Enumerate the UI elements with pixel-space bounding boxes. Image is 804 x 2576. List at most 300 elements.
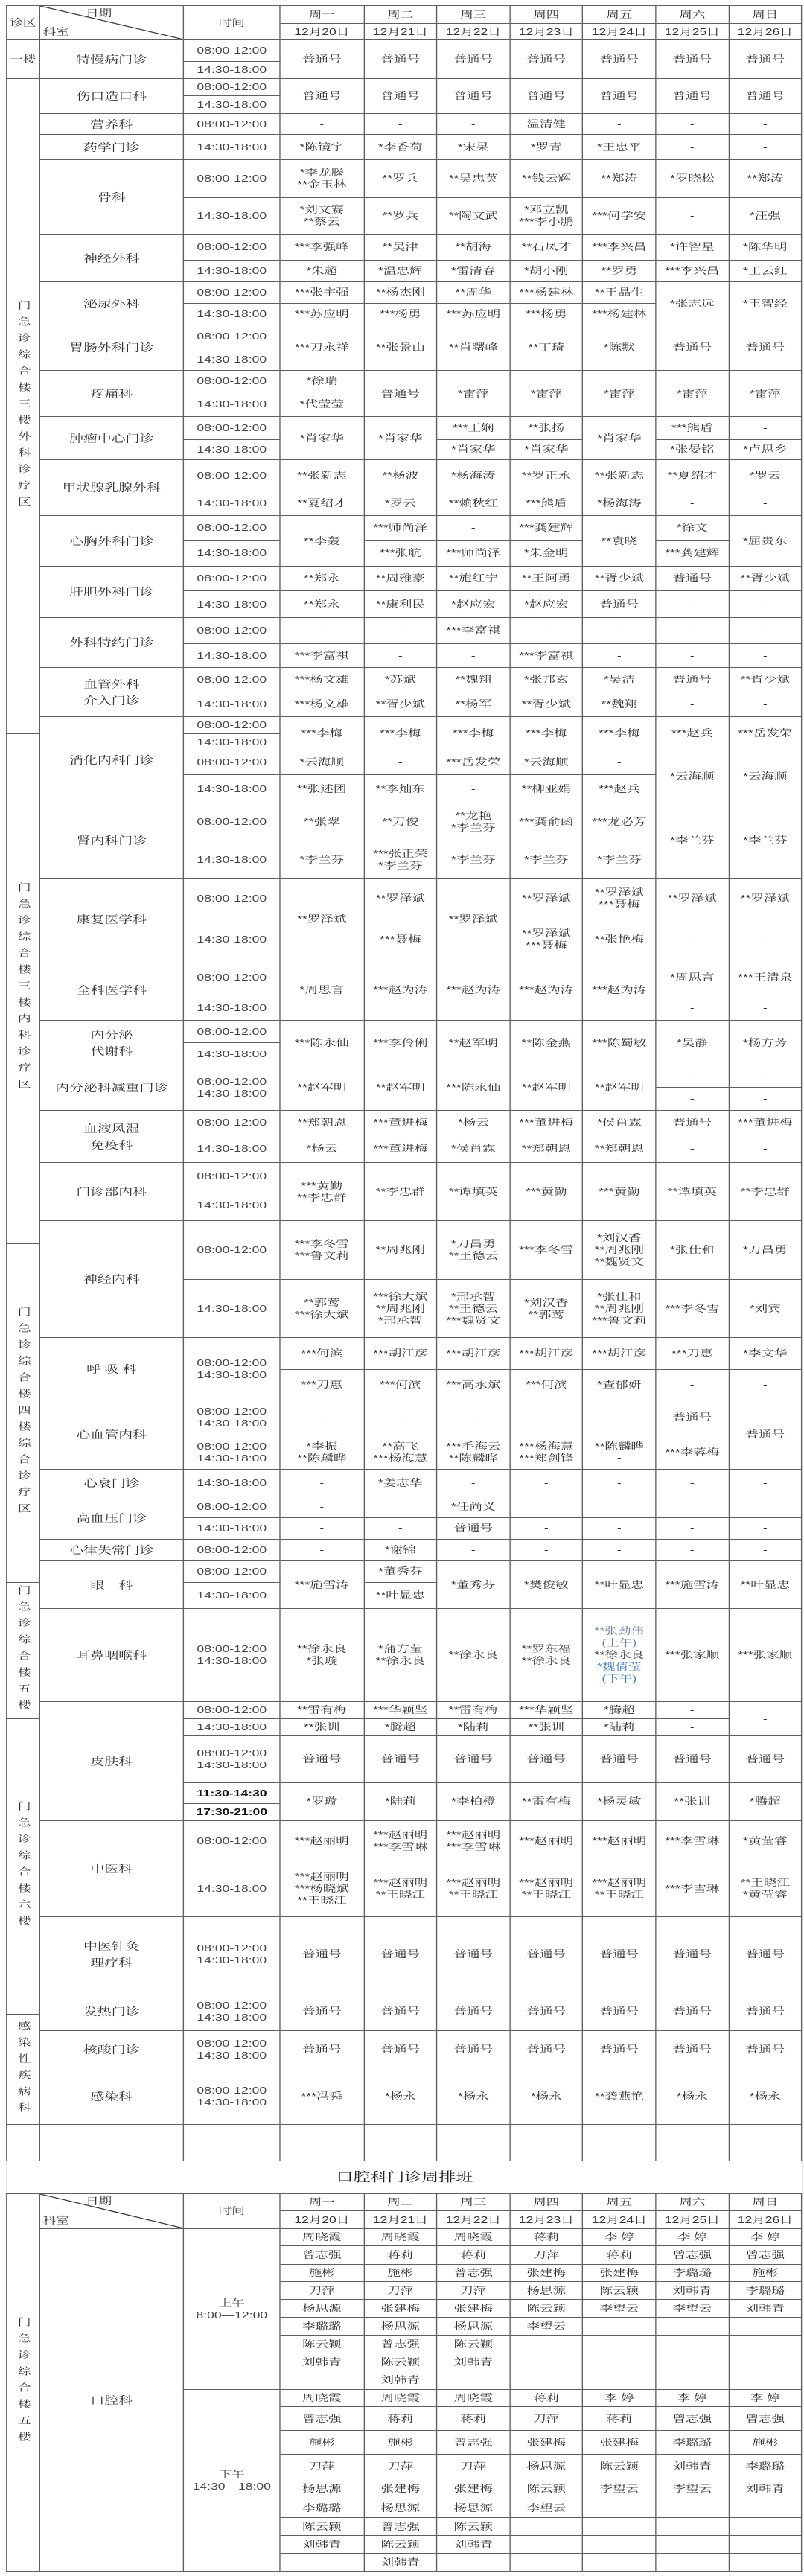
- department-cell: 感染科: [39, 2068, 184, 2125]
- time-slot-cell: 14:30-18:00: [184, 440, 280, 460]
- schedule-cell: -: [656, 491, 729, 516]
- schedule-cell: 普通号: [280, 79, 364, 114]
- schedule-cell: 刘韩青: [364, 2371, 437, 2390]
- schedule-cell: *李兰芬: [729, 803, 802, 879]
- schedule-cell: -: [656, 692, 729, 717]
- schedule-cell: 普通号: [656, 1992, 729, 2031]
- schedule-cell: 周晓霞: [280, 2390, 364, 2407]
- schedule-cell: [729, 1496, 802, 1518]
- schedule-cell: *陈默: [583, 325, 656, 371]
- schedule-cell: ***胡江彦: [583, 1338, 656, 1370]
- schedule-cell: [583, 2518, 656, 2536]
- schedule-cell: 普通号: [510, 1992, 583, 2031]
- schedule-cell: -: [583, 1470, 656, 1496]
- schedule-cell: ***赵为涛: [364, 960, 437, 1021]
- department-cell: 康复医学科: [39, 879, 184, 960]
- schedule-cell: ***杨文雄: [280, 668, 364, 692]
- department-cell: 伤口造口科: [39, 79, 184, 114]
- schedule-row: [7, 1821, 802, 1861]
- schedule-cell: **张述团: [280, 775, 364, 803]
- schedule-cell: [729, 2499, 802, 2518]
- schedule-cell: 普通号: [364, 1917, 437, 1992]
- schedule-cell: -: [583, 1518, 656, 1540]
- schedule-cell: ***李蓉梅: [656, 1435, 729, 1470]
- schedule-cell: -: [729, 114, 802, 135]
- time-slot-cell: 14:30-18:00: [184, 692, 280, 717]
- schedule-cell: 普通号: [656, 1111, 729, 1135]
- schedule-cell: 刘韩青: [656, 2282, 729, 2300]
- schedule-cell: ***熊盾: [656, 417, 729, 440]
- time-slot-cell: 14:30-18:00: [184, 62, 280, 79]
- schedule-cell: 普通号: [364, 1736, 437, 1783]
- oral-schedule-table: [6, 2193, 802, 2572]
- schedule-cell: *陈华明: [729, 235, 802, 261]
- schedule-cell: ***刀永祥: [280, 325, 364, 371]
- schedule-cell: ***李伶俐: [364, 1021, 437, 1065]
- schedule-cell: 周晓霞: [364, 2229, 437, 2246]
- schedule-cell: **杨杰刚: [364, 282, 437, 304]
- schedule-cell: **陈金燕: [510, 1021, 583, 1065]
- time-slot-cell: 08:00-12:00: [184, 750, 280, 775]
- schedule-cell: *董秀芬: [364, 1561, 437, 1583]
- schedule-cell: *陆莉: [437, 1719, 510, 1736]
- schedule-cell: 蒋莉: [510, 2229, 583, 2246]
- schedule-cell: **张新志: [280, 460, 364, 491]
- schedule-cell: 周晓霞: [437, 2229, 510, 2246]
- schedule-cell: **夏绍才: [656, 460, 729, 491]
- department-cell: 肿瘤中心门诊: [39, 417, 184, 460]
- weekday-header: 周二: [364, 2194, 437, 2211]
- schedule-cell: ***赵丽明 ***李雪琳: [437, 1821, 510, 1861]
- weekday-header: 周三: [437, 6, 510, 24]
- schedule-row: [7, 1917, 802, 1992]
- department-cell: 消化内科门诊: [39, 717, 184, 803]
- schedule-cell: *肖家华: [280, 417, 364, 460]
- schedule-cell: 普通号: [583, 1917, 656, 1992]
- schedule-cell: -: [729, 135, 802, 160]
- time-slot-cell: 08:00-12:00: [184, 1702, 280, 1719]
- schedule-cell: *周思言: [656, 960, 729, 995]
- time-slot-cell: 08:00-12:00: [184, 160, 280, 198]
- time-slot-cell: 08:00-12:00: [184, 40, 280, 62]
- schedule-cell: ***聂梅: [364, 919, 437, 960]
- schedule-cell: *樊俊敏: [510, 1561, 583, 1609]
- schedule-cell: 普通号: [583, 79, 656, 114]
- department-cell: 神经内科: [39, 1221, 184, 1338]
- schedule-cell: *任尚义: [437, 1496, 510, 1518]
- schedule-cell: **叶显忠: [729, 1561, 802, 1609]
- schedule-cell: ***赵兵: [656, 717, 729, 750]
- schedule-cell: 李望云: [510, 2318, 583, 2336]
- schedule-cell: **魏翔: [583, 692, 656, 717]
- time-slot-cell: 14:30-18:00: [184, 591, 280, 618]
- department-cell: 外科特约门诊: [39, 618, 184, 668]
- schedule-cell: [437, 2554, 510, 2572]
- schedule-row: [7, 40, 802, 62]
- schedule-cell: [729, 2536, 802, 2554]
- schedule-cell: ***赵丽明 **王晓江: [437, 1861, 510, 1917]
- schedule-cell: [729, 2554, 802, 2572]
- schedule-cell: **胥少斌: [729, 567, 802, 591]
- schedule-cell: 普通号: [280, 2031, 364, 2068]
- department-label: 科室: [42, 2215, 69, 2226]
- schedule-cell: *邓立凯 ***李小鹏: [510, 198, 583, 235]
- schedule-cell: *刀昌勇 **王德云: [437, 1221, 510, 1280]
- weekday-header: 周六: [656, 6, 729, 24]
- schedule-cell: 普通号: [656, 79, 729, 114]
- schedule-cell: *吴洁: [583, 668, 656, 692]
- schedule-cell: 施彬: [729, 2431, 802, 2455]
- date-header: 12月21日: [364, 24, 437, 40]
- schedule-cell: 杨思源: [437, 2318, 510, 2336]
- schedule-cell: 温清健: [510, 114, 583, 135]
- weekday-header: 周四: [510, 6, 583, 24]
- schedule-cell: *苏斌: [364, 668, 437, 692]
- schedule-cell: ***华颖坚: [510, 1702, 583, 1719]
- schedule-cell: **郑朝恩: [510, 1135, 583, 1163]
- schedule-cell: -: [437, 114, 510, 135]
- schedule-cell: -: [656, 1135, 729, 1163]
- time-slot-cell: 08:00-12:00: [184, 516, 280, 541]
- schedule-cell: 普通号: [437, 1736, 510, 1783]
- schedule-cell: -: [656, 618, 729, 644]
- schedule-cell: **赵军明: [280, 1065, 364, 1111]
- schedule-cell: **雷有梅: [280, 1702, 364, 1719]
- time-header: 时间: [184, 2194, 280, 2229]
- schedule-cell: **周兆刚: [364, 1221, 437, 1280]
- schedule-cell: **叶显忠: [583, 1561, 656, 1609]
- department-cell: [39, 2125, 184, 2161]
- schedule-cell: [656, 2353, 729, 2371]
- schedule-cell: 普通号: [583, 591, 656, 618]
- schedule-cell: [729, 2353, 802, 2371]
- schedule-cell: 普通号: [364, 79, 437, 114]
- schedule-cell: 陈云颖: [280, 2518, 364, 2536]
- schedule-cell: 普通号: [729, 1992, 802, 2031]
- time-slot-cell: 08:00-12:00: [184, 668, 280, 692]
- schedule-cell: ***董进梅: [364, 1135, 437, 1163]
- schedule-row: [7, 618, 802, 644]
- time-slot-cell: 08:00-12:00 14:30-18:00: [184, 2031, 280, 2068]
- schedule-cell: *张仕和 **周兆刚 ***鲁文莉: [583, 1280, 656, 1338]
- schedule-cell: 张建梅: [510, 2431, 583, 2455]
- schedule-cell: -: [437, 644, 510, 668]
- department-cell: 特慢病门诊: [39, 40, 184, 79]
- schedule-cell: -: [583, 750, 656, 775]
- weekday-header: 周五: [583, 2194, 656, 2211]
- time-header: 时间: [184, 6, 280, 40]
- schedule-cell: -: [656, 1719, 729, 1736]
- time-slot-cell: 08:00-12:00: [184, 960, 280, 995]
- schedule-cell: **罗泽斌 ***聂梅: [510, 919, 583, 960]
- schedule-cell: **袁晓: [583, 516, 656, 567]
- schedule-cell: **罗泽斌: [364, 879, 437, 919]
- schedule-cell: **丁琦: [510, 325, 583, 371]
- schedule-cell: *姜志华: [364, 1470, 437, 1496]
- schedule-cell: *汪强: [729, 198, 802, 235]
- schedule-cell: 周晓霞: [364, 2390, 437, 2407]
- schedule-cell: ***何滨: [280, 1338, 364, 1370]
- schedule-cell: **雷有梅: [510, 1783, 583, 1821]
- schedule-cell: -: [656, 1470, 729, 1496]
- schedule-row: [7, 567, 802, 591]
- time-slot-cell: 14:30-18:00: [184, 775, 280, 803]
- schedule-cell: *赵应宏: [437, 591, 510, 618]
- schedule-cell: 普通号: [729, 325, 802, 371]
- time-slot-cell: 14:30-18:00: [184, 734, 280, 750]
- schedule-cell: **郑涛: [729, 160, 802, 198]
- time-slot-cell: 14:30-18:00: [184, 135, 280, 160]
- schedule-cell: -: [656, 919, 729, 960]
- schedule-cell: 普通号: [583, 2031, 656, 2068]
- schedule-cell: **陶文武: [437, 198, 510, 235]
- schedule-cell: **龙艳 *李兰芬: [437, 803, 510, 841]
- schedule-cell: *杨永: [729, 2068, 802, 2125]
- time-slot-cell: 14:30-18:00: [184, 644, 280, 668]
- schedule-row: [7, 1496, 802, 1518]
- date-header: 12月25日: [656, 24, 729, 40]
- schedule-cell: 曾志强: [437, 2265, 510, 2282]
- schedule-cell: 普通号: [656, 1400, 729, 1435]
- schedule-cell: -: [437, 1400, 510, 1435]
- schedule-cell: **张扬: [510, 417, 583, 440]
- schedule-cell: 曾志强: [437, 2431, 510, 2455]
- schedule-cell: -: [729, 1518, 802, 1540]
- schedule-cell: *雷萍: [510, 371, 583, 417]
- schedule-cell: **罗东福 **徐永良: [510, 1609, 583, 1702]
- schedule-cell: ***赵为涛: [510, 960, 583, 1021]
- schedule-cell: *李文华: [729, 1338, 802, 1370]
- schedule-cell: 李 婷: [583, 2390, 656, 2407]
- schedule-cell: ***张家顺: [656, 1609, 729, 1702]
- department-cell: 疼痛科: [39, 371, 184, 417]
- time-slot-cell: 08:00-12:00: [184, 460, 280, 491]
- schedule-cell: 普通号: [280, 1736, 364, 1783]
- schedule-cell: 李 婷: [656, 2390, 729, 2407]
- schedule-cell: 蒋莉: [364, 2407, 437, 2431]
- schedule-cell: **夏绍才: [280, 491, 364, 516]
- schedule-cell: ***苏应明: [437, 304, 510, 325]
- schedule-cell: *许智星: [656, 235, 729, 261]
- schedule-line: *魏倩莹: [597, 1661, 642, 1672]
- department-label: 科室: [42, 26, 69, 37]
- schedule-cell: -: [656, 198, 729, 235]
- schedule-cell: *雷萍: [437, 371, 510, 417]
- schedule-row: [7, 1540, 802, 1561]
- schedule-cell: 普通号: [656, 1736, 729, 1783]
- schedule-cell: 普通号: [364, 371, 437, 417]
- schedule-cell: *徐文: [656, 516, 729, 541]
- schedule-cell: *罗青: [510, 135, 583, 160]
- schedule-cell: -: [364, 644, 437, 668]
- schedule-cell: *云海顺: [510, 750, 583, 775]
- schedule-cell: ***胡江彦: [364, 1338, 437, 1370]
- schedule-cell: ***李梅: [280, 717, 364, 750]
- schedule-cell: 施彬: [364, 2265, 437, 2282]
- schedule-cell: ***杨文雄: [280, 692, 364, 717]
- weekday-header: 周五: [583, 6, 656, 24]
- schedule-cell: 杨思源: [510, 2282, 583, 2300]
- schedule-cell: [656, 2371, 729, 2390]
- schedule-cell: 普通号: [656, 567, 729, 591]
- schedule-cell: -: [656, 591, 729, 618]
- schedule-cell: **胥少斌: [729, 668, 802, 692]
- schedule-cell: ***赵丽明 ***李雪琳: [364, 1821, 437, 1861]
- schedule-cell: *王云红: [729, 261, 802, 282]
- schedule-cell: 陈云颖: [364, 2536, 437, 2554]
- header-row: [7, 6, 802, 24]
- schedule-row: [7, 2068, 802, 2125]
- schedule-cell: *杨云: [437, 1111, 510, 1135]
- schedule-cell: 张建梅: [510, 2265, 583, 2282]
- schedule-cell: *云海顺: [729, 750, 802, 803]
- schedule-row: [7, 1163, 802, 1190]
- schedule-cell: 施彬: [280, 2265, 364, 2282]
- schedule-cell: **罗勇: [583, 261, 656, 282]
- schedule-cell: [510, 1400, 583, 1435]
- schedule-cell: *谢锦: [364, 1540, 437, 1561]
- schedule-cell: 杨思源: [280, 2300, 364, 2318]
- schedule-cell: *刘文赛 **蔡云: [280, 198, 364, 235]
- schedule-row: [7, 1609, 802, 1702]
- schedule-cell: -: [729, 1370, 802, 1400]
- schedule-cell: [510, 2518, 583, 2536]
- department-cell: 高血压门诊: [39, 1496, 184, 1540]
- schedule-cell: 蒋莉: [583, 2407, 656, 2431]
- schedule-cell: 张建梅: [437, 2478, 510, 2499]
- schedule-cell: **李忠群: [729, 1163, 802, 1221]
- schedule-row: [7, 1702, 802, 1719]
- zone-header: 诊区: [7, 6, 39, 40]
- time-slot-cell: 14:30-18:00: [184, 198, 280, 235]
- schedule-cell: 普通号: [280, 40, 364, 79]
- schedule-row: [7, 417, 802, 440]
- schedule-cell: [510, 1496, 583, 1518]
- schedule-row: [7, 717, 802, 734]
- date-header: 12月20日: [280, 24, 364, 40]
- department-cell: 胃肠外科门诊: [39, 325, 184, 371]
- schedule-cell: ***华颖坚: [364, 1702, 437, 1719]
- schedule-cell: -: [280, 618, 364, 644]
- schedule-cell: ***杨海慧 ***郑剑锋: [510, 1435, 583, 1470]
- time-slot-cell: 14:30-18:00: [184, 1861, 280, 1917]
- schedule-cell: 曾志强: [280, 2246, 364, 2265]
- schedule-cell: *周思言: [280, 960, 364, 1021]
- time-slot-cell: 08:00-12:00: [184, 1221, 280, 1280]
- schedule-cell: *杨海涛: [437, 460, 510, 491]
- schedule-cell: 普通号: [729, 1736, 802, 1783]
- schedule-cell: -: [729, 1065, 802, 1088]
- schedule-cell: ***赵为涛: [437, 960, 510, 1021]
- date-department-header: [39, 2194, 184, 2229]
- schedule-cell: [729, 2125, 802, 2161]
- schedule-cell: 陈云颖: [583, 2455, 656, 2478]
- schedule-cell: 刘韩青: [280, 2536, 364, 2554]
- schedule-cell: *肖家华: [437, 440, 510, 460]
- schedule-cell: ***李富祺: [280, 644, 364, 668]
- department-cell: 口腔科: [39, 2229, 184, 2572]
- schedule-cell: 普通号: [364, 2031, 437, 2068]
- schedule-cell: *王智经: [729, 282, 802, 325]
- schedule-cell: [583, 1496, 656, 1518]
- schedule-cell: *李兰芬: [510, 841, 583, 879]
- time-slot-cell: 08:00-12:00: [184, 567, 280, 591]
- schedule-cell: **郭莺 ***徐大斌: [280, 1280, 364, 1338]
- schedule-cell: [656, 2499, 729, 2518]
- schedule-cell: *陆莉: [364, 1783, 437, 1821]
- schedule-cell: 普通号: [510, 2031, 583, 2068]
- schedule-row: [7, 135, 802, 160]
- schedule-cell: ***杨勇: [510, 304, 583, 325]
- time-slot-cell: 14:30-18:00: [184, 541, 280, 567]
- zone-cell: 门急诊综合楼五楼: [7, 1583, 39, 1719]
- schedule-cell: ***王娴: [437, 417, 510, 440]
- schedule-cell: [583, 1609, 656, 1702]
- schedule-cell: **张训: [656, 1783, 729, 1821]
- schedule-cell: ***师尚泽: [364, 516, 437, 541]
- time-slot-cell: 上午 8:00—12:00: [184, 2229, 280, 2390]
- schedule-cell: *陆莉: [583, 1719, 656, 1736]
- schedule-cell: **叶显忠: [364, 1583, 437, 1609]
- schedule-cell: **张训: [510, 1719, 583, 1736]
- schedule-cell: 李望云: [510, 2499, 583, 2518]
- schedule-cell: 普通号: [729, 2031, 802, 2068]
- schedule-cell: ***李雪琳: [656, 1861, 729, 1917]
- schedule-cell: ***岳发荣: [729, 717, 802, 750]
- schedule-cell: [364, 2125, 437, 2161]
- schedule-cell: [656, 2518, 729, 2536]
- schedule-cell: *黄莹睿: [729, 1821, 802, 1861]
- schedule-cell: 普通号: [510, 79, 583, 114]
- schedule-cell: 刘韩青: [437, 2353, 510, 2371]
- schedule-cell: ***赵兵: [583, 775, 656, 803]
- schedule-cell: 周晓霞: [280, 2229, 364, 2246]
- schedule-cell: 李 婷: [729, 2229, 802, 2246]
- schedule-cell: 普通号: [583, 40, 656, 79]
- schedule-cell: *李龙滕 **金玉林: [280, 160, 364, 198]
- schedule-cell: *张晏铭: [656, 440, 729, 460]
- schedule-cell: ***陈永仙: [280, 1021, 364, 1065]
- schedule-cell: -: [510, 618, 583, 644]
- schedule-cell: *罗晓松: [656, 160, 729, 198]
- date-header: 12月23日: [510, 2211, 583, 2229]
- schedule-cell: **罗正永: [510, 460, 583, 491]
- department-cell: 内分泌科减重门诊: [39, 1065, 184, 1111]
- schedule-cell: 普通号: [437, 2031, 510, 2068]
- schedule-cell: ***李强峰: [280, 235, 364, 261]
- schedule-cell: ***赵丽明: [280, 1821, 364, 1861]
- schedule-cell: 刘韩青: [729, 2478, 802, 2499]
- time-slot-cell: 08:00-12:00: [184, 1163, 280, 1190]
- schedule-cell: -: [729, 417, 802, 440]
- schedule-cell: **魏翔: [437, 668, 510, 692]
- schedule-cell: -: [656, 1370, 729, 1400]
- schedule-cell: 陈云颖: [583, 2282, 656, 2300]
- schedule-cell: ***张航: [364, 541, 437, 567]
- schedule-cell: -: [583, 1540, 656, 1561]
- zone-cell: 门急诊综合楼六楼: [7, 1719, 39, 2015]
- schedule-cell: [510, 2536, 583, 2554]
- schedule-cell: *朱金明: [510, 541, 583, 567]
- department-cell: 发热门诊: [39, 1992, 184, 2031]
- schedule-cell: **徐永良: [437, 1609, 510, 1702]
- schedule-cell: 施彬: [364, 2431, 437, 2455]
- schedule-cell: [437, 2371, 510, 2390]
- schedule-cell: ***施雪涛: [280, 1561, 364, 1609]
- schedule-row: [7, 235, 802, 261]
- schedule-cell: [364, 1496, 437, 1518]
- time-slot-cell: 14:30-18:00: [184, 1135, 280, 1163]
